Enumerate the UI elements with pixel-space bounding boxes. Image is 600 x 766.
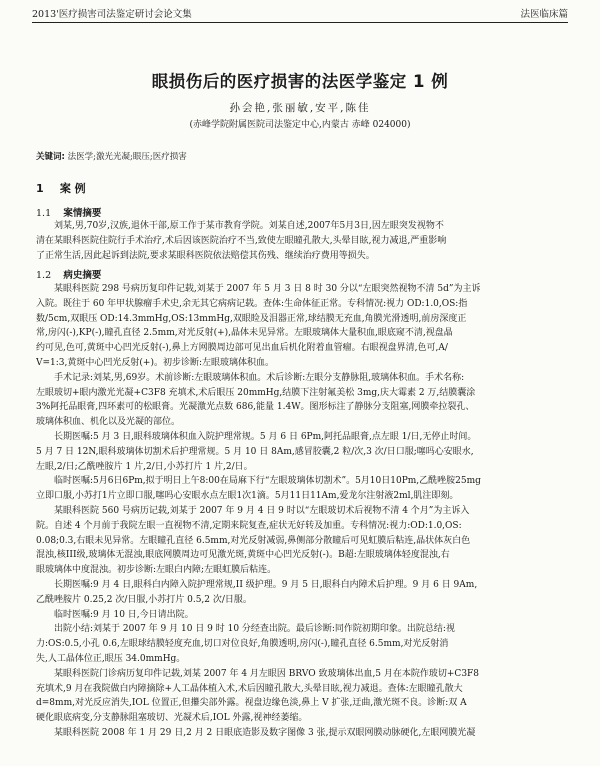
- text-line: 某眼科医院门诊病历复印件记载,刘某 2007 年 4 月左眼因 BRVO 致玻璃体出血,5 月在本院作玻切+C3F8: [54, 668, 480, 679]
- text-line: 3%阿托品眼膏,四环素可的松眼膏。光凝激光点数 686,能量 1.4W。图形标注了静脉分支阻塞,网膜牵拉裂孔、: [36, 402, 475, 413]
- text-line: 了正常生活,因此起诉到法院,要求某眼科医院依法赔偿其伤残、继续治疗费用等损失。: [36, 250, 375, 261]
- text-line: 左眼,2/日;乙酰唑胺片 1 片,2/日,小苏打片 1 片,2/日。: [36, 461, 253, 472]
- article-title: 眼损伤后的医疗损害的法医学鉴定 1 例: [151, 72, 449, 91]
- text-line: 硬化眼底病变,分支静脉阻塞玻切、光凝术后,IOL 外露,视神经萎缩。: [36, 713, 308, 724]
- text-line: 清在某眼科医院住院行手术治疗,术后因该医院治疗不当,致使左眼瞳孔散大,头晕目眩,视力减退,严重影响: [36, 235, 447, 246]
- text-line: d=8mm,对光反应消失,IOL 位置正,但攥尖部外露。视盘边缘色淡,鼻上 V 扩张,迂曲,激光斑不良。诊断:双 A: [36, 698, 467, 709]
- text-line: 院。自述 4 个月前于我院左眼一直视物不清,定期来院复查,症状无好转及加重。专科情况:视力:OD:1.0,OS:: [36, 520, 462, 531]
- text-line: 玻璃体积血、机化以及光凝的部位。: [36, 417, 181, 428]
- text-line: 常,房闪(-),KP(-),瞳孔直径 2.5mm,对光反射(+),晶体未见异常。左眼玻璃体大量积血,眼底窥不清,视盘晶: [36, 328, 453, 339]
- text-line: 长期医嘱:9 月 4 日,眼科白内障入院护理常规,II 级护理。9 月 5 日,眼科白内障术后护理。9 月 6 日 9Am,: [54, 579, 478, 590]
- subsection-heading-case-summary: [36, 205, 101, 219]
- text-line: 数/5cm,双眼压 OD:14.3mmHg,OS:13mmHg,双眼睑及泪器正常,球结膜无充血,角膜光滑透明,前房深度正: [36, 313, 467, 324]
- text-line: 某眼科医院 2008 年 1 月 29 日,2 月 2 日眼底造影及数字图像 3 张,提示双眼网膜动脉硬化,左眼网膜光凝: [54, 727, 476, 738]
- text-line: 临时医嘱:9 月 10 日,今日请出院。: [54, 609, 194, 620]
- text-line: 左眼玻切+眼内激光光凝+C3F8 充填术,术后眼压 20mmHg,结膜下注射氟美松 3mg,庆大霉素 2 万,结膜囊涂: [36, 387, 476, 398]
- running-header: [32, 4, 568, 23]
- subsection-heading-history: [36, 267, 101, 281]
- subsection-number: 1.2: [36, 270, 52, 281]
- text-line: 约可见,色可,黄斑中心凹光反射(-),鼻上方网膜周边部可见出血后机化附着血管瘤。右眼视盘界清,色可,A/: [36, 343, 448, 354]
- header-right: 法医临床篇: [520, 9, 568, 20]
- authors: 孙会艳,张丽敏,安平,陈佳: [229, 102, 371, 114]
- text-line: 某眼科医院 298 号病历复印件记载,刘某于 2007 年 5 月 3 日 8 时 30 分以“左眼突然视物不清 5d”为主诉: [54, 284, 481, 294]
- text-line: 眼玻璃体中度混浊。初步诊断:左眼白内障;左眼虹膜后粘连。: [36, 565, 277, 576]
- text-line: 立即口服,小苏打1片立即口服,噻吗心安眼水点左眼1次1滴。5月11日11Am,爱龙尔注射液2ml,肌注即刻。: [36, 491, 459, 502]
- text-line: 临时医嘱:5月6日6Pm,拟于明日上午8:00在局麻下行“左眼玻璃体切割术”。5月10日10Pm,乙酰唑胺25mg: [54, 476, 481, 487]
- subsection-number: 1.1: [36, 208, 52, 219]
- header-left: 2013'医疗损害司法鉴定研讨会论文集: [32, 9, 192, 20]
- history-body: [36, 282, 566, 741]
- section-title: 案 例: [59, 182, 86, 195]
- case-summary-paragraph: [36, 219, 566, 263]
- text-line: 刘某,男,70岁,汉族,退休干部,原工作于某市教育学院。刘某自述,2007年5月3日,因左眼突发视物不: [54, 221, 444, 231]
- text-line: 入院。既往于 60 年甲状腺瘤手术史,余无其它病病记载。查体:生命体征正常。专科情况:视力 OD:1.0,OS:指: [36, 298, 468, 309]
- text-line: 0.08;0.3,右眼未见异常。左眼瞳孔直径 6.5mm,对光反射减弱,鼻侧部分散瞳后可见虹膜后粘连,晶状体灰白色: [36, 535, 471, 546]
- text-line: 出院小结:刘某于 2007 年 9 月 10 日 9 时 10 分经查出院。最后诊断:同作院初期印象。出院总结:视: [54, 624, 455, 635]
- text-line: 力:OS:0.5,小孔 0.6,左眼球结膜轻度充血,切口对位良好,角膜透明,房闪(-),瞳孔直径 6.5mm,对光反射消: [36, 639, 449, 650]
- text-line: 混浊,核III级,玻璃体无混浊,眼底网膜周边可见激光斑,黄斑中心凹光反射(-)。B超:左眼玻璃体轻度混浊,右: [36, 550, 450, 561]
- text-line: 失,人工晶体位正,眼压 34.0mmHg。: [36, 653, 186, 664]
- text-line: 5 月 7 日 12N,眼科玻璃体切割术后护理常规。5 月 10 日 8Am,感冒胶囊,2 粒/次,3 次/日口服;噻吗心安眼水,: [36, 446, 474, 457]
- text-line: 充填术,9 月在我院做白内障摘除+人工晶体植入术,术后因瞳孔散大,头晕目眩,视力减退。查体:左眼瞳孔散大: [36, 683, 463, 694]
- text-line: 乙酰唑胺片 0.25,2 次/日服,小苏打片 0.5,2 次/日服。: [36, 594, 252, 605]
- subsection-title: 案情摘要: [63, 208, 102, 219]
- keywords-label: 关键词:: [36, 152, 65, 162]
- text-line: 长期医嘱:5 月 3 日,眼科玻璃体积血入院护理常规。5 月 6 日 6Pm,阿托品眼膏,点左眼 1/日,无停止时间。: [54, 431, 477, 442]
- text-line: 手术记录:刘某,男,69岁。术前诊断:左眼玻璃体积血。术后诊断:左眼分支静脉阻,玻璃体积血。手术名称:: [54, 372, 465, 383]
- keywords-text: 法医学;激光光凝;眼压;医疗损害: [67, 152, 187, 162]
- text-line: V=1:3,黄斑中心凹光反射(+)。初步诊断:左眼玻璃体积血。: [36, 357, 274, 368]
- section-number: 1: [36, 182, 44, 195]
- keywords: [36, 150, 564, 162]
- subsection-title: 病史摘要: [63, 270, 102, 281]
- text-line: 某眼科医院 560 号病历记载,刘某于 2007 年 9 月 4 日 9 时以“左眼玻切术后视物不清 4 个月”为主诉入: [54, 505, 470, 516]
- affiliation: (赤峰学院附属医院司法鉴定中心,内蒙古 赤峰 024000): [189, 120, 411, 130]
- section-heading: [36, 180, 86, 196]
